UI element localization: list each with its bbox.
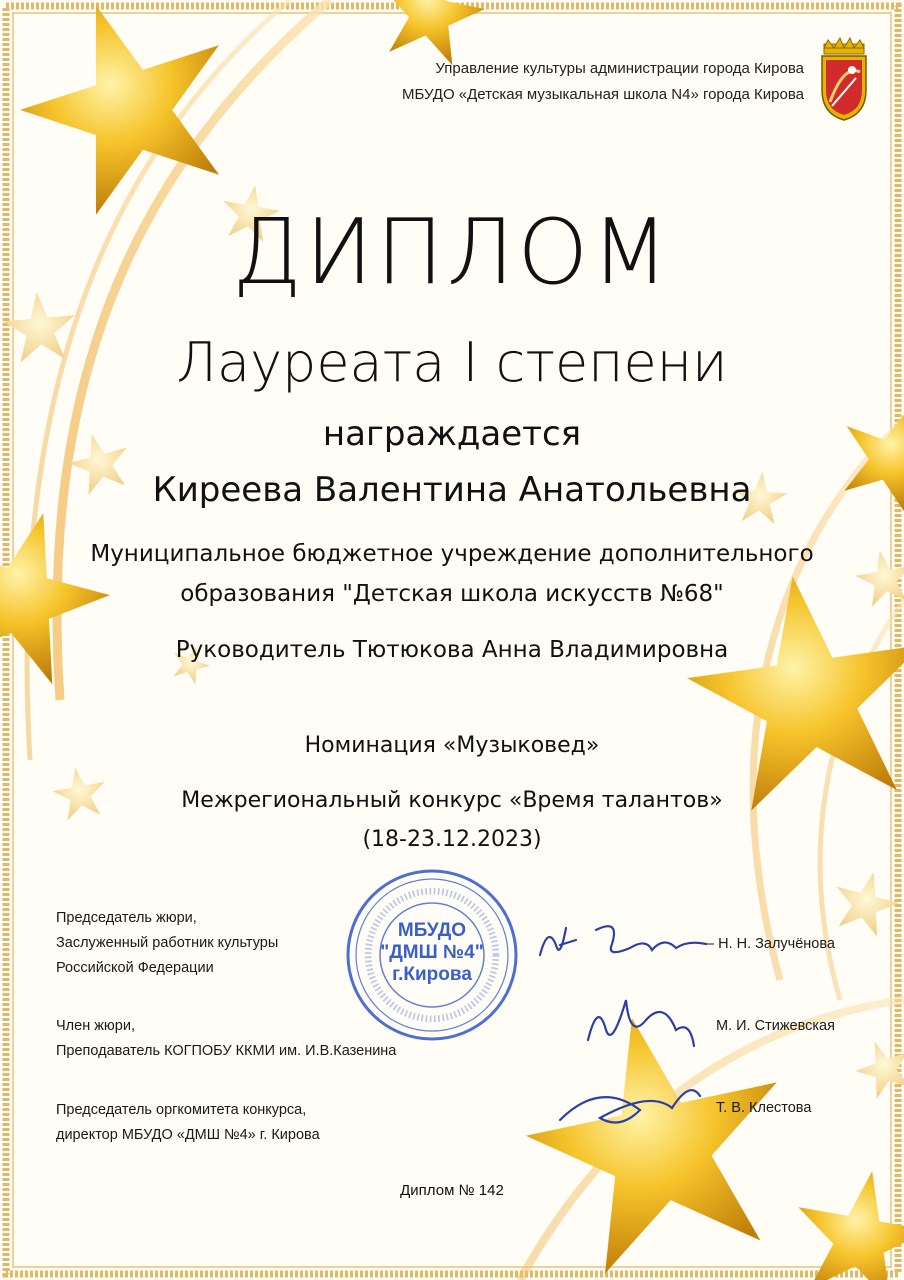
signatory-3-role [56, 1098, 320, 1148]
signatory-1-role-line: Председатель жюри, [56, 910, 197, 926]
star-bottom-corner [785, 1160, 904, 1280]
diploma-number: Диплом № 142 [400, 1182, 504, 1199]
institution-line1: Муниципальное бюджетное учреждение дополнительного [90, 541, 814, 567]
star-bottom-right [506, 991, 808, 1280]
diploma-title: ДИПЛОМ [232, 200, 672, 305]
nomination-text: Номинация «Музыковед» [304, 733, 600, 758]
signatory-2-role [56, 1014, 396, 1064]
signatory-1-name: – Н. Н. Залучёнова [706, 936, 835, 952]
signature-1b [596, 926, 706, 952]
stamp-line1: МБУДО [397, 920, 467, 941]
supervisor-name: Руководитель Тютюкова Анна Владимировна [175, 637, 729, 663]
signatory-1-role-line: Российской Федерации [56, 960, 214, 976]
signatory-3-role-line: Председатель оргкомитета конкурса, [56, 1102, 307, 1118]
header-organization-line2: МБУДО «Детская музыкальная школа N4» города Кирова [401, 86, 804, 103]
signatory-2-role-line: Член жюри, [56, 1018, 135, 1034]
contest-name: Межрегиональный конкурс «Время талантов» [181, 788, 723, 813]
contest-dates: (18-23.12.2023) [362, 827, 542, 852]
diploma-degree: Лауреата I степени [176, 331, 728, 394]
awarded-label: награждается [322, 414, 582, 454]
signatory-2-role-line: Преподаватель КОГПОБУ ККМИ им. И.В.Казенина [56, 1043, 397, 1059]
institution-line2: образования "Детская школа искусств №68" [180, 581, 724, 607]
signatory-3-name: Т. В. Клестова [716, 1100, 812, 1116]
stamp-line2: "ДМШ №4" [380, 942, 484, 963]
signatory-1-role-line: Заслуженный работник культуры [56, 935, 279, 951]
header-organization-line1: Управление культуры администрации города Кирова [435, 60, 804, 77]
signatory-3-role-line: директор МБУДО «ДМШ №4» г. Кирова [56, 1127, 320, 1143]
signatory-1-role [56, 906, 278, 981]
signature-1 [540, 928, 576, 955]
stamp-line3: г.Кирова [392, 964, 472, 985]
signatory-2-name: М. И. Стижевская [716, 1018, 835, 1034]
kirov-coat-of-arms-icon [822, 38, 866, 120]
recipient-name: Киреева Валентина Анатольевна [152, 470, 752, 510]
